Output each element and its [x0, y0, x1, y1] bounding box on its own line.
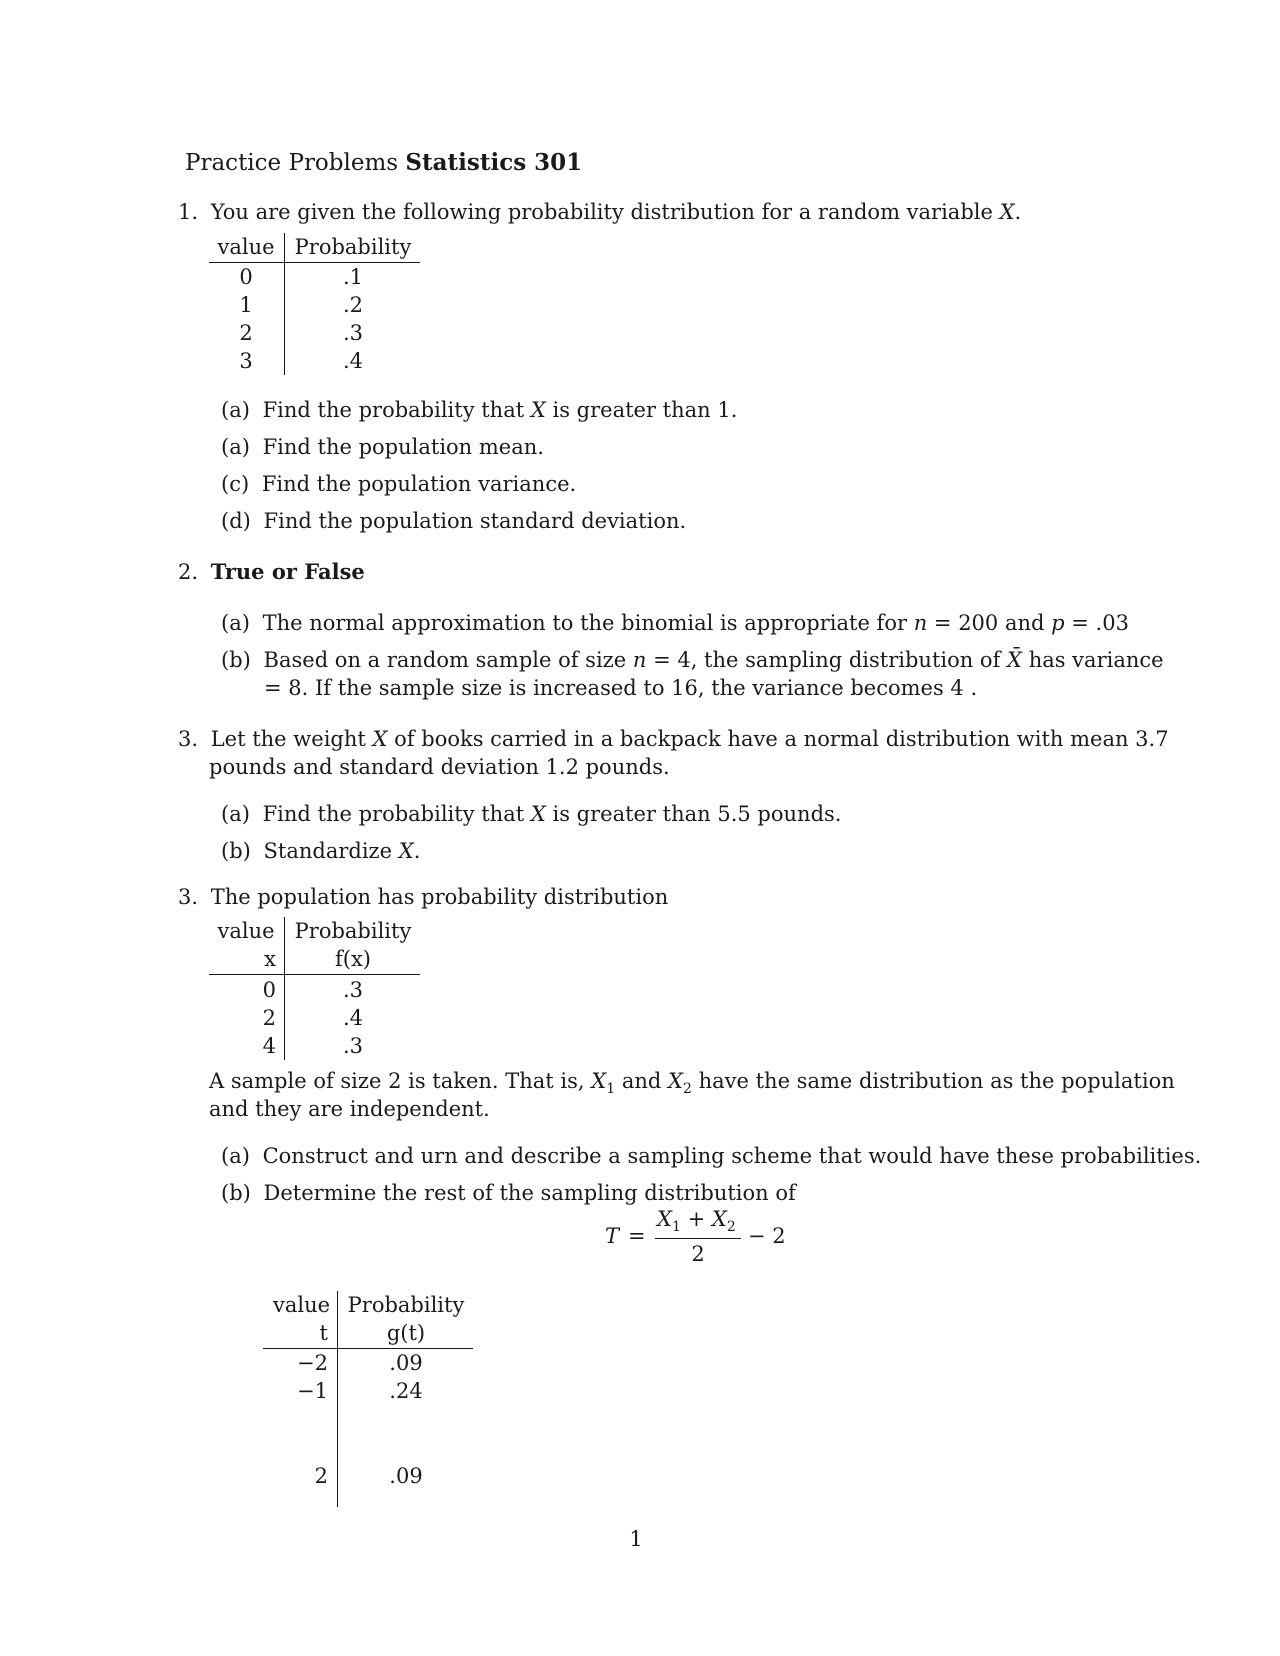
- table-cell: .09: [389, 1464, 423, 1488]
- item-label: (b): [221, 1181, 251, 1205]
- table-subheader: t: [319, 1321, 328, 1345]
- formula-numerator: [657, 1205, 736, 1236]
- problem-3-line1: [178, 725, 1169, 753]
- table-cell: .3: [342, 1034, 364, 1058]
- problem-text: and they are independent.: [209, 1097, 490, 1121]
- table-cell: 2: [239, 321, 253, 345]
- table-divider: [337, 1291, 338, 1507]
- punct: .: [1014, 200, 1022, 224]
- table-cell: 0: [239, 265, 253, 289]
- math-var: X: [530, 398, 546, 422]
- table-cell: .24: [389, 1379, 423, 1403]
- math-var: X: [530, 802, 546, 826]
- item-text: Construct and urn and describe a sampling scheme that would have these probabilities.: [262, 1144, 1202, 1168]
- problem-1-item-b: [221, 433, 544, 461]
- problem-text: pounds and standard deviation 1.2 pounds.: [209, 755, 670, 779]
- item-label: (a): [221, 611, 250, 635]
- table-cell: 3: [239, 349, 253, 373]
- table-header: Probability: [347, 1293, 465, 1317]
- table-cell: −1: [297, 1379, 328, 1403]
- table-header: Probability: [294, 919, 412, 943]
- problem-text: of books carried in a backpack have a normal distribution with mean 3.7: [394, 727, 1169, 751]
- table-cell: .3: [342, 321, 364, 345]
- table-cell: −2: [297, 1351, 328, 1375]
- item-label: (a): [221, 802, 250, 826]
- item-label: (a): [221, 398, 250, 422]
- problem-1-intro: [178, 198, 1021, 226]
- problem-3-line2: [209, 753, 670, 781]
- math-operator: − 2: [748, 1224, 786, 1248]
- item-text: = 8. If the sample size is increased to 16, the variance becomes 4 .: [264, 676, 978, 700]
- problem-4-item-b: [221, 1179, 796, 1207]
- item-label: (b): [221, 648, 251, 672]
- problem-text: A sample of size 2 is taken. That is,: [209, 1069, 585, 1093]
- table-cell: 0: [262, 978, 276, 1002]
- item-label: (c): [221, 472, 250, 496]
- table-cell: .1: [342, 265, 364, 289]
- math-operator: +: [687, 1207, 706, 1231]
- table-cell: .09: [389, 1351, 423, 1375]
- table-header: value: [217, 919, 275, 943]
- table-cell: .3: [342, 978, 364, 1002]
- punct: .: [413, 839, 421, 863]
- problem-text: have the same distribution as the population: [698, 1069, 1175, 1093]
- math-var: X̄: [1007, 648, 1022, 672]
- problem-2-item-a: [221, 609, 1129, 637]
- math-var: X: [591, 1069, 607, 1093]
- table-cell: 2: [262, 1006, 276, 1030]
- table-cell: .4: [342, 349, 364, 373]
- problem-text: The population has probability distribution: [210, 885, 669, 909]
- table-divider: [284, 917, 285, 1060]
- math-operator: =: [628, 1224, 646, 1248]
- math-var: X: [398, 839, 414, 863]
- math-var: X: [999, 200, 1015, 224]
- item-text: has variance: [1028, 648, 1164, 672]
- item-text: is greater than 1.: [552, 398, 738, 422]
- math-subscript: 2: [726, 1219, 736, 1235]
- math-var: n: [913, 611, 928, 635]
- math-var: X: [668, 1069, 683, 1093]
- problem-text: You are given the following probability distribution for a random variable: [210, 200, 993, 224]
- table-cell: .2: [342, 293, 364, 317]
- table-header: value: [272, 1293, 331, 1317]
- table-cell: .4: [342, 1006, 364, 1030]
- item-label: (b): [221, 839, 251, 863]
- item-text: Find the population mean.: [262, 435, 544, 459]
- math-var: p: [1051, 611, 1065, 635]
- problem-text: and: [621, 1069, 662, 1093]
- problem-1-item-a: [221, 396, 737, 424]
- table-cell: 2: [314, 1464, 328, 1488]
- table-subheader: x: [264, 947, 276, 971]
- page-title: [185, 149, 582, 176]
- problem-4-item-a: [221, 1142, 1201, 1170]
- problem-4-paragraph-cont: [209, 1095, 490, 1123]
- table-header: value: [217, 235, 275, 259]
- title-text: Practice Problems: [185, 150, 399, 176]
- table-cell: 4: [262, 1034, 276, 1058]
- item-text: Standardize: [263, 839, 393, 863]
- title-course: Statistics 301: [405, 149, 583, 176]
- table-header: Probability: [294, 235, 412, 259]
- problem-number: 3.: [178, 885, 199, 909]
- item-text: is greater than 5.5 pounds.: [552, 802, 842, 826]
- problem-number: 2.: [178, 560, 199, 584]
- table-subheader: g(t): [386, 1321, 426, 1345]
- item-text: Find the population standard deviation.: [263, 509, 687, 533]
- item-label: (d): [221, 509, 251, 533]
- problem-2-item-b: [221, 646, 1164, 674]
- problem-1-item-d: [221, 507, 686, 535]
- table-rule: [209, 974, 420, 975]
- item-label: (a): [221, 435, 250, 459]
- math-var: X: [711, 1207, 727, 1231]
- item-text: Find the probability that: [262, 398, 525, 422]
- item-text: Find the probability that: [262, 802, 525, 826]
- item-label: (a): [221, 1144, 250, 1168]
- problem-2-item-b-cont: [264, 674, 977, 702]
- item-text: = 200 and: [933, 611, 1045, 635]
- item-text: Based on a random sample of size: [263, 648, 627, 672]
- math-subscript: 2: [682, 1081, 692, 1097]
- problem-3-item-b: [221, 837, 420, 865]
- math-subscript: 1: [606, 1081, 616, 1097]
- problem-4-intro: [178, 883, 668, 911]
- fraction-bar: [655, 1238, 741, 1239]
- math-var: X: [372, 727, 388, 751]
- item-text: Find the population variance.: [261, 472, 577, 496]
- problem-3-item-a: [221, 800, 841, 828]
- math-subscript: 1: [671, 1219, 681, 1235]
- problem-number: 3.: [178, 727, 199, 751]
- page-number: 1: [629, 1527, 643, 1551]
- table-subheader: f(x): [334, 947, 371, 971]
- math-var: T: [605, 1224, 620, 1248]
- problem-2-heading: [178, 558, 365, 586]
- problem-text: Let the weight: [210, 727, 366, 751]
- item-text: = 4, the sampling distribution of: [653, 648, 1001, 672]
- item-text: Determine the rest of the sampling distribution of: [263, 1181, 796, 1205]
- problem-1-item-c: [221, 470, 576, 498]
- problem-4-paragraph: [209, 1067, 1175, 1098]
- problem-number: 1.: [178, 200, 199, 224]
- problem-heading: True or False: [210, 559, 365, 584]
- math-var: n: [632, 648, 647, 672]
- table-cell: 1: [239, 293, 253, 317]
- formula-denominator: 2: [691, 1242, 705, 1266]
- item-text: The normal approximation to the binomial is appropriate for: [262, 611, 908, 635]
- table-divider: [284, 233, 285, 375]
- math-var: X: [657, 1207, 672, 1231]
- item-text: = .03: [1071, 611, 1129, 635]
